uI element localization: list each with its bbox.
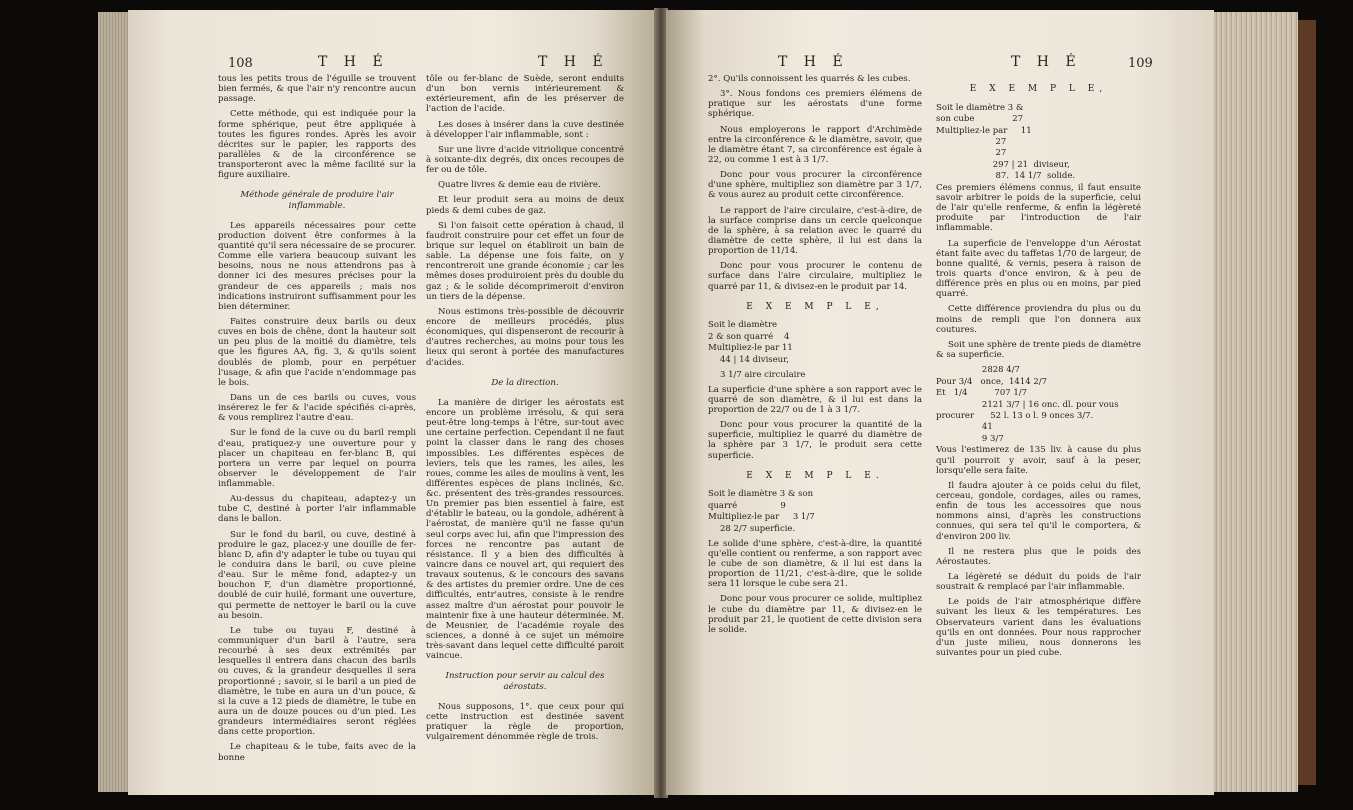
calc-line: Et 1/4 707 1/7 — [936, 388, 1028, 399]
paragraph: La superficie d'une sphère a son rapport avec le quarré de son diamètre, & il lui est dans la proportion de 22/7 ou de 1 à 3 1/7. — [708, 384, 922, 415]
calc-line: Multipliez-le par 11 — [708, 343, 793, 354]
book-cover-edge — [1298, 20, 1316, 785]
right-page — [666, 10, 1214, 795]
right-page-edges — [1214, 12, 1298, 792]
calc-line: Soit le diamètre 3 & — [936, 102, 1024, 113]
paragraph: tous les petits trous de l'éguille se trouvent bien fermés, & que l'air n'y rencontre aucun passage. — [218, 74, 416, 105]
paragraph: Les doses à insérer dans la cuve destinée à développer l'air inflammable, sont : — [426, 119, 624, 140]
example-1-division: 44 | 14 diviseur, — [720, 354, 789, 365]
right-column-1 — [708, 74, 922, 640]
paragraph: 3°. Nous fondons ces premiers élémens de pratique sur les aérostats d'une forme sphérique. — [708, 89, 922, 120]
calc-line: 9 3/7 — [936, 433, 1004, 444]
paragraph: Le rapport de l'aire circulaire, c'est-à-dire, de la surface comprise dans un cercle quelconque de la sphère, à sa relation avec le quarré du diamètre de cette sphère, il lui est dans la proportion de 11/14. — [708, 205, 922, 257]
calc-line: Multipliez-le par 3 1/7 — [708, 512, 815, 523]
calc-line: 41 — [936, 422, 993, 433]
right-running-head-2: T H É — [1011, 54, 1082, 70]
paragraph: Sur une livre d'acide vitriolique concentré à soixante-dix degrés, dix onces recoupes de fer ou de tôle. — [426, 144, 624, 176]
paragraph: tôle ou fer-blanc de Suède, seront enduits d'un bon vernis intérieurement & extérieurement, afin de les préserver de l'action de l'acide. — [426, 74, 624, 115]
paragraph: Nous employerons le rapport d'Archimède entre la circonférence & le diamètre, savoir, que le diamètre étant 7, sa circonférence est égale à 22, ou comme 1 est à 3 1/7. — [708, 124, 922, 165]
paragraph: Donc pour vous procurer ce solide, multipliez le cube du diamètre par 11, & divisez-en le produit par 21, le quotient de cette division sera le solide. — [708, 594, 922, 635]
paragraph: 2°. Qu'ils connoissent les quarrés & les cubes. — [708, 74, 911, 84]
left-column-1 — [218, 74, 416, 768]
left-page-edges — [98, 12, 128, 792]
weight-calculation — [936, 365, 1141, 445]
paragraph: Vous l'estimerez de 135 liv. à cause du plus qu'il pourroit y avoir, sauf à la peser, lorsqu'elle sera faite. — [936, 445, 1141, 476]
calc-line: 87. 14 1/7 solide. — [936, 171, 1076, 182]
left-page-number: 108 — [228, 56, 253, 71]
example-heading: E X E M P L E. — [746, 470, 884, 481]
paragraph: Soit une sphère de trente pieds de diamètre & sa superficie. — [936, 339, 1141, 360]
example-2-result: 28 2/7 superficie. — [720, 523, 796, 534]
calc-line: 27 — [936, 137, 1007, 148]
calc-line: Multipliez-le par 11 — [936, 125, 1032, 136]
example-2-calculation — [708, 489, 922, 523]
calc-line: 2121 3/7 | 16 onc. dl. pour vous — [936, 399, 1119, 410]
paragraph: Il faudra ajouter à ce poids celui du filet, cerceau, gondole, cordages, ailes ou rames, enfin de tous les accessoires que nous nommons ainsi, d'après les constructions connues, qui sera tel qu'il le comportera, & d'environ 200 liv. — [936, 480, 1141, 542]
example-1-result: 3 1/7 aire circulaire — [720, 369, 806, 380]
paragraph: Quatre livres & demie eau de rivière. — [438, 180, 601, 191]
paragraph: Le solide d'une sphère, c'est-à-dire, la quantité qu'elle contient ou renferme, a son rapport avec le cube de son diamètre, & il lui est dans la proportion de 11/21, c'est-à-dire, que le solide sera 11 lorsque le cube sera 21. — [708, 538, 922, 590]
paragraph: Et leur produit sera au moins de deux pieds & demi cubes de gaz. — [426, 195, 624, 216]
left-page — [128, 10, 656, 795]
paragraph: Cette méthode, qui est indiquée pour la forme sphérique, peut être appliquée à toutes les figures rondes. Après les avoir décrites sur le papier, les rapports des parallèles & de la circonférence se transporteront avec la même facilité sur la figure auxiliaire. — [218, 109, 416, 181]
calc-line: 2828 4/7 — [936, 365, 1020, 376]
paragraph: Cette différence proviendra du plus ou du moins de rempli que l'on donnera aux coutures. — [936, 304, 1141, 335]
paragraph: Dans un de ces barils ou cuves, vous insérerez le fer & l'acide spécifiés ci-après, & vous remplirez l'autre d'eau. — [218, 392, 416, 424]
right-page-number: 109 — [1128, 56, 1153, 71]
paragraph: La légèreté se déduit du poids de l'air soustrait & remplacé par l'air inflammable. — [936, 571, 1141, 593]
example-1-calculation — [708, 320, 922, 354]
paragraph: Les appareils nécessaires pour cette production doivent être conformes à la quantité qu'il sera nécessaire de se procurer. Comme elle variera beaucoup suivant les besoins, nous ne nous attendrons pas à donner ici des mesures précises pour la grandeur de ces appareils ; mais nos indications instruiront suffisamment pour les bien déterminer. — [218, 220, 416, 312]
paragraph: La superficie de l'enveloppe d'un Aérostat étant faite avec du taffetas 1/70 de largeur, de bonne qualité, & vernis, pesera à raison de trois quarts d'once environ, & à peu de différence près en plus ou en moins, par pied quarré. — [936, 238, 1141, 300]
paragraph: La manière de diriger les aérostats est encore un problème irrésolu, & qui sera peut-être long-temps à l'être, sur-tout avec une certaine perfection. Cependant il ne faut point la classer dans le rang des choses impossibles. Les différentes espèces de leviers, tels que les rames, les ailes, les roues, comme les ailes de moulins à vent, les différentes espèces de plans inclinés, &c. &c. présentent des très-grandes ressources. Un premier pas bien essentiel à faire, est d'établir le bateau, ou la gondole, adhérent à l'aérostat, de manière qu'il ne fasse qu'un seul corps avec lui, afin que l'impression des forces ne rencontre pas autant de résistance. Il y a bien des difficultés à vaincre dans ce nouvel art, qui requiert des travaux soutenus, & le concours des savans & des artistes du premier ordre. Une de ces difficultés, entr'autres, consiste à le rendre assez maître d'un aérostat pour pouvoir le maintenir fixe à une hauteur déterminée. M. de Meusnier, de l'académie royale des sciences, a donné à ce sujet un mémoire très-savant dans lequel cette difficulté paroit vaincue. — [426, 397, 624, 662]
paragraph: Faites construire deux barils ou deux cuves en bois de chêne, dont la hauteur soit un peu plus de la moitié du diamètre, tels que les figures AA, fig. 3, & qu'ils soient doublés de plomb, pour en perpétuer l'usage, & afin que l'acide n'endommage pas le bois. — [218, 316, 416, 388]
left-column-2 — [426, 74, 624, 747]
paragraph: Si l'on faisoit cette opération à chaud, il faudroit construire pour cet effet un four de brique sur lequel on établiroit un bain de sable. La dépense une fois faite, on y rencontreroit une grande économie ; car les mêmes doses produiroient près du double du gaz ; & le solide décomprimeroit d'environ un tiers de la dépense. — [426, 220, 624, 302]
section-heading: De la direction. — [491, 377, 559, 388]
paragraph: Il ne restera plus que le poids des Aérostautes. — [936, 546, 1141, 567]
paragraph: Sur le fond de la cuve ou du baril rempli d'eau, pratiquez-y une ouverture pour y placer un chapiteau en fer-blanc B, qui portera un verre par lequel on pourra observer le développement de l'air inflammable. — [218, 428, 416, 490]
paragraph: Nous supposons, 1°. que ceux pour qui cette instruction est destinée savent pratiquer la règle de proportion, vulgairement dénommée règle de trois. — [426, 701, 624, 743]
example-3-calculation — [936, 103, 1141, 183]
calc-line: quarré 9 — [708, 500, 786, 511]
paragraph: Le poids de l'air atmosphérique diffère suivant les lieux & les températures. Les Observateurs varient dans les évaluations qu'ils en ont données. Pour nous rapprocher d'un juste milieu, nous donnerons les suivantes pour un pied cube. — [936, 597, 1141, 658]
paragraph: Au-dessus du chapiteau, adaptez-y un tube C, destiné à porter l'air inflammable dans le ballon. — [218, 494, 416, 525]
calc-line: son cube 27 — [936, 114, 1024, 125]
left-running-head-1: T H É — [318, 54, 389, 70]
calc-line: Soit le diamètre — [708, 320, 778, 331]
example-heading: E X E M P L E, — [969, 84, 1108, 94]
left-running-head-2: T H É — [538, 54, 609, 70]
paragraph: Le chapiteau & le tube, faits avec de la bonne — [218, 742, 416, 763]
example-heading: E X E M P L E, — [746, 301, 884, 312]
section-heading: Instruction pour servir au calcul des aérostats. — [445, 671, 605, 692]
right-running-head-1: T H É — [778, 54, 849, 70]
paragraph: Ces premiers élémens connus, il faut ensuite savoir arbitrer le poids de la superficie, celui de l'air qu'elle renferme, & enfin la légèreté produite par l'introduction de l'air inflammable. — [936, 182, 1141, 234]
calc-line: 27 — [936, 148, 1007, 159]
section-heading: Méthode générale de produire l'air inflammable. — [240, 190, 394, 211]
paragraph: Nous estimons très-possible de découvrir encore de meilleurs procédés, plus économiques, qui dispenseront de recourir à d'autres recherches, au moins pour tous les lieux qui seront à portée des manufactures d'acides. — [426, 306, 624, 368]
calc-line: procurer 52 l. 13 o l. 9 onces 3/7. — [936, 411, 1094, 422]
paragraph: Donc pour vous procurer la circonférence d'une sphère, multipliez son diamètre par 3 1/7, & vous aurez au produit cette circonférence. — [708, 170, 922, 201]
paragraph: Sur le fond du baril, ou cuve, destiné à produire le gaz, placez-y une douille de fer-blanc D, afin d'y adapter le tube ou tuyau qui le conduira dans le baril, ou cuve pleine d'eau. Sur le même fond, adaptez-y un bouchon F, d'un diamètre proportionné, doublé de cuir huilé, formant une ouverture, qui permette de nettoyer le baril ou la cuve au besoin. — [218, 529, 416, 621]
paragraph: Donc pour vous procurer la quantité de la superficie, multipliez le quarré du diamètre de la sphère par 3 1/7, le produit sera cette superficie. — [708, 420, 922, 461]
paragraph: Le tube ou tuyau F, destiné à communiquer d'un baril à l'autre, sera recourbé à ses deux extrémités par lesquelles il entrera dans chacun des barils ou cuves, & la grandeur desquelles il sera proportionné ; savoir, si le baril a un pied de diamètre, le tube en aura un d'un pouce, & si la cuve a 12 pieds de diamètre, le tube en aura un de douze pouces ou d'un pied. Les grandeurs intermédiaires seront réglées dans cette proportion. — [218, 625, 416, 738]
paragraph: Donc pour vous procurer le contenu de surface dans l'aire circulaire, multipliez le quarré par 11, & divisez-en le produit par 14. — [708, 261, 922, 292]
right-column-2 — [936, 74, 1141, 663]
calc-line: Pour 3/4 once, 1414 2/7 — [936, 376, 1048, 387]
calc-line: Soit le diamètre 3 & son — [708, 489, 814, 500]
calc-line: 2 & son quarré 4 — [708, 331, 790, 342]
calc-line: 297 | 21 diviseur, — [936, 159, 1070, 170]
